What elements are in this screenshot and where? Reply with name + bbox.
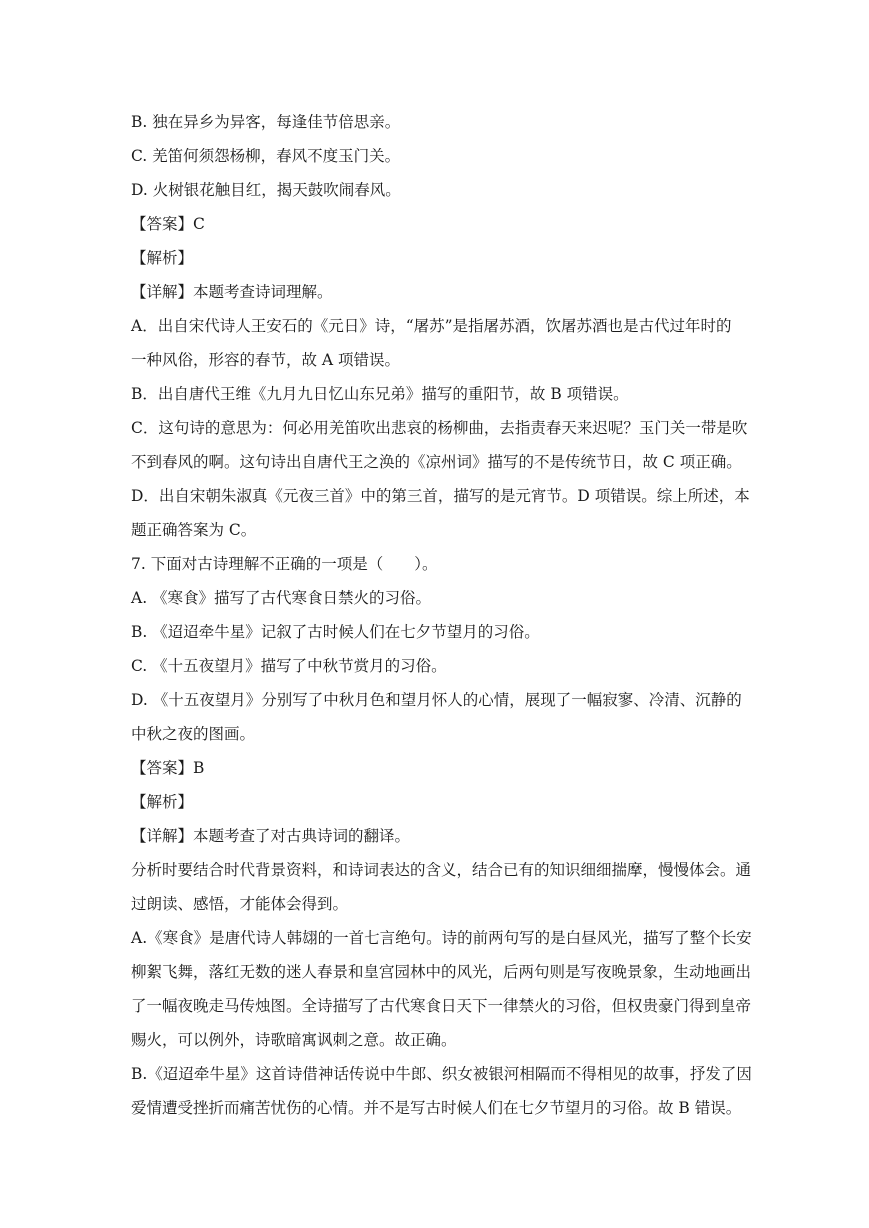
option-d: D. 《十五夜望月》分别写了中秋月色和望月怀人的心情，展现了一幅寂寥、冷清、沉静的: [131, 691, 742, 709]
question-7: 7. 下面对古诗理解不正确的一项是（ ）。: [131, 555, 438, 573]
text-line: 爱情遭受挫折而痛苦忧伤的心情。并不是写古时候人们在七夕节望月的习俗。故 B 错误。: [131, 1099, 742, 1117]
text-line: B. 独在异乡为异客，每逢佳节倍思亲。: [131, 113, 401, 131]
text-line: 一种风俗，形容的春节，故 A 项错误。: [131, 351, 401, 369]
text-line: B．出自唐代王维《九月九日忆山东兄弟》描写的重阳节，故 B 项错误。: [131, 385, 629, 403]
text-line: C．这句诗的意思为：何必用羌笛吹出悲哀的杨柳曲，去指责春天来迟呢？玉门关一带是吹: [131, 419, 748, 437]
text-line: D. 火树银花触目红，揭天鼓吹闹春风。: [131, 181, 401, 199]
text-line: 题正确答案为 C。: [131, 521, 257, 539]
option-a: A. 《寒食》描写了古代寒食日禁火的习俗。: [131, 589, 432, 607]
text-line: B.《迢迢牵牛星》这首诗借神话传说中牛郎、织女被银河相隔而不得相见的故事，抒发了因: [131, 1065, 752, 1083]
option-b: B. 《迢迢牵牛星》记叙了古时候人们在七夕节望月的习俗。: [131, 623, 540, 641]
text-line: 分析时要结合时代背景资料，和诗词表达的含义，结合已有的知识细细揣摩，慢慢体会。通: [131, 861, 752, 879]
text-line: A.《寒食》是唐代诗人韩翃的一首七言绝句。诗的前两句写的是白昼风光，描写了整个长安: [131, 929, 752, 947]
text-line: 柳絮飞舞，落红无数的迷人春景和皇宫园林中的风光，后两句则是写夜晚景象，生动地画出: [131, 963, 752, 981]
text-line: 过朗读、感悟，才能体会得到。: [131, 895, 349, 913]
answer-label: 【答案】B: [131, 759, 205, 777]
analysis-label: 【解析】: [131, 793, 194, 811]
analysis-label: 【解析】: [131, 249, 194, 267]
text-line: D．出自宋朝朱淑真《元夜三首》中的第三首，描写的是元宵节。D 项错误。综上所述，本: [131, 487, 750, 505]
option-c: C. 《十五夜望月》描写了中秋节赏月的习俗。: [131, 657, 447, 675]
detail-label: 【详解】本题考查诗词理解。: [131, 283, 333, 301]
text-line: 赐火，可以例外，诗歌暗寓讽刺之意。故正确。: [131, 1031, 457, 1049]
detail-label: 【详解】本题考查了对古典诗词的翻译。: [131, 827, 411, 845]
text-line: 中秋之夜的图画。: [131, 725, 256, 743]
text-line: 不到春风的啊。这句诗出自唐代王之涣的《凉州词》描写的不是传统节日，故 C 项正确。: [131, 453, 742, 471]
text-line: A．出自宋代诗人王安石的《元日》诗，“屠苏”是指屠苏酒，饮屠苏酒也是古代过年时的: [131, 317, 732, 335]
answer-label: 【答案】C: [131, 215, 205, 233]
text-line: C. 羌笛何须怨杨柳，春风不度玉门关。: [131, 147, 401, 165]
text-line: 了一幅夜晚走马传烛图。全诗描写了古代寒食日天下一律禁火的习俗，但权贵豪门得到皇帝: [131, 997, 752, 1015]
